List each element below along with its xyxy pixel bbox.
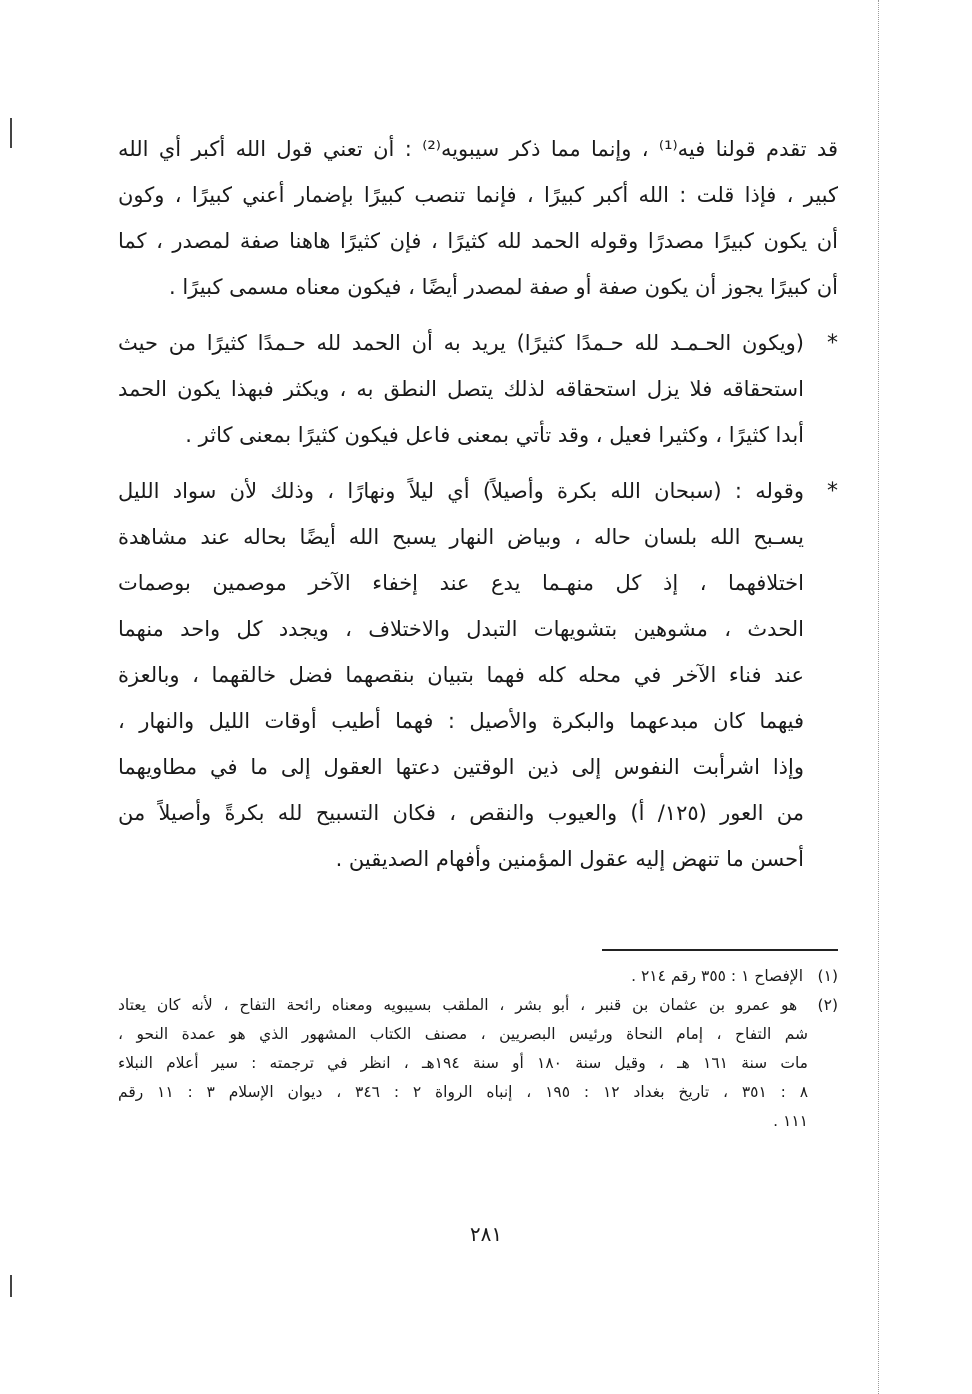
text-line: من العور (١٢٥/ أ) والعيوب والنقص ، فكان التسبيح لله بكرةً وأصيلاً من <box>118 801 804 825</box>
main-text <box>118 126 838 892</box>
footnote-line: مات سنة ١٦١ هـ ، وقيل سنة ١٨٠ أو سنة ١٩٤هـ ، انظر في ترجمته : سير أعلام النبلاء <box>118 1054 808 1072</box>
text-line: أحسن ما تنهض إليه عقول المؤمنين وأفهام الصديقين . <box>335 847 804 871</box>
text-line: استحقاقه فلا يزل استحقاقه لذلك يتصل النطق به ، ويكثر فبهذا يكون الحمد <box>118 377 804 401</box>
text-line-content: (ويكون الحـمـد لله حـمدًا كثيرًا) يريد به أن الحمد لله حـمدًا كثيرًا من حيث <box>118 331 804 355</box>
text-line: قد تقدم قولنا فيه⁽¹⁾ ، وإنما مما ذكر سيبويه⁽²⁾ : أن تعني قول الله أكبر أي الله <box>118 137 838 161</box>
paragraph-1 <box>118 126 838 310</box>
bullet-asterisk: * <box>827 331 838 356</box>
footnote-line <box>118 991 838 1020</box>
text-line: عند فناء الآخر في محله كله فهما بتبيان بنقصهما فضل خالقهما ، وبالعزة <box>118 663 804 687</box>
footnotes <box>118 962 838 1136</box>
paragraph-2 <box>118 320 838 458</box>
footnote-text: الإفصاح ١ : ٣٥٥ رقم ٢١٤ . <box>631 967 804 985</box>
footnote-text: هو عمرو بن عثمان بن قنبر ، أبو بشر ، الملقب بسيبويه ومعناه رائحة التفاح ، لأنه كان يعتاد <box>118 996 798 1014</box>
text-line: أن كبيرًا يجوز أن يكون صفة أو صفة لمصدر أيضًا ، فيكون معناه مسمى كبيرًا . <box>169 275 838 299</box>
text-line <box>118 468 838 514</box>
footnote-line: شم التفاح ، إمام النحاة ورئيس البصريين ، مصنف الكتاب المشهور الذي هو عمدة النحو ، <box>118 1025 808 1043</box>
paragraph-3 <box>118 468 838 882</box>
text-line: أن يكون كبيرًا مصدرًا وقوله الحمد لله كثيرًا ، فإن كثيرًا هاهنا صفة لمصدر ، كما <box>118 229 838 253</box>
page-number: ٢٨١ <box>469 1222 503 1246</box>
footnote-line <box>118 962 838 991</box>
text-line: اختلافهما ، إذ كل منهـما يدع عند إخفاء الآخر موصمين بوصمات <box>118 571 804 595</box>
text-line: الحدث ، مشوهين بتشويهات التبدل والاختلاف ، ويجدد كل واحد منهما <box>118 617 804 641</box>
footnote-1 <box>118 962 838 991</box>
scan-mark-top <box>10 118 12 148</box>
scan-mark-bottom <box>10 1275 12 1297</box>
text-line-content: وقوله : (سبحان الله بكرة وأصيلاً) أي ليلاً ونهارًا ، وذلك لأن سواد الليل <box>118 479 804 503</box>
text-line <box>118 320 838 366</box>
footnote-2 <box>118 991 838 1136</box>
footnote-line: ٨ : ٣٥١ ، تاريخ بغداد ١٢ : ١٩٥ ، إنباه الرواة ٢ : ٣٤٦ ، ديوان الإسلام ٣ : ١١ رقم <box>118 1083 809 1101</box>
footnote-number: (٢) <box>817 996 838 1014</box>
page-edge-dotted-line <box>878 0 879 1394</box>
text-line: فيهما كان مبدعهما والبكرة والأصيل : فهما أطيب أوقات الليل والنهار ، <box>118 709 804 733</box>
footnote-divider <box>602 949 838 951</box>
footnote-line: ١١١ . <box>773 1112 808 1130</box>
text-line: وإذا اشرأبت النفوس إلى ذين الوقتين دعتها العقول إلى ما في مطاويهما <box>118 755 804 779</box>
bullet-asterisk: * <box>827 479 838 504</box>
text-line: أبدا كثيرًا ، وكثيرا فعيل ، وقد تأتي بمعنى فاعل فيكون كثيرًا بمعنى كاثر . <box>185 423 804 447</box>
text-line: كبير ، فإذا قلت : الله أكبر كبيرًا ، فإنما تنصب كبيرًا بإضمار أعني كبيرًا ، وكون <box>118 183 838 207</box>
footnote-number: (١) <box>817 967 838 985</box>
text-line: يسـبح الله بلسان حاله ، وبياض النهار يسبح الله أيضًا بحاله عند مشاهدة <box>118 525 804 549</box>
